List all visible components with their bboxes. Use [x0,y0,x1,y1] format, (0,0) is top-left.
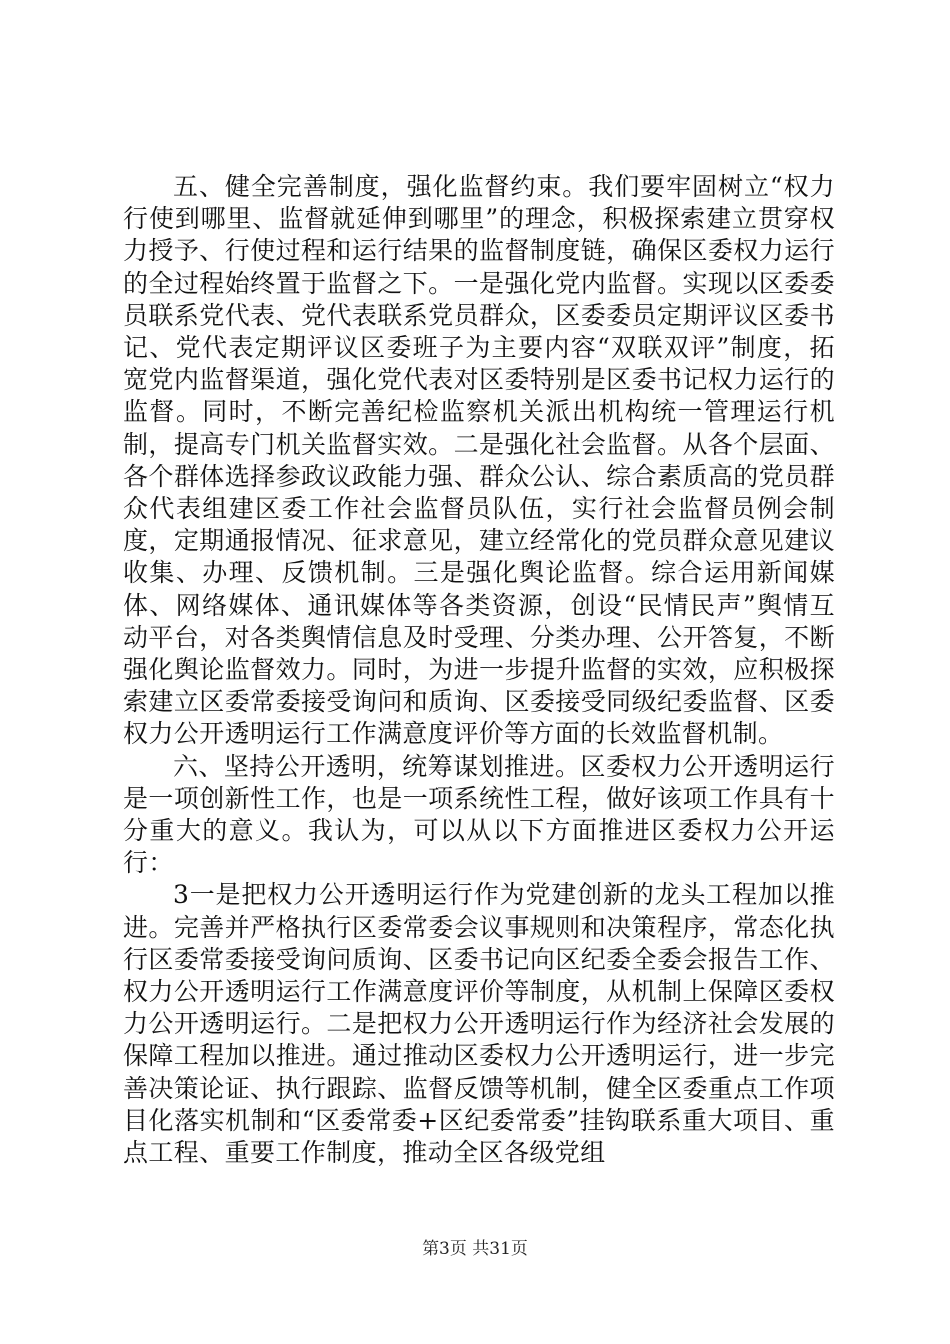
document-body [123,171,835,1169]
page-number-footer: 第3页 共31页 [422,1239,528,1259]
paragraph-section-six-items: 3一是把权力公开透明运行作为党建创新的龙头工程加以推进。完善并严格执行区委常委会议事规则和决策程序，常态化执行区委常委接受询问质询、区委书记向区纪委全委会报告工作、权力公开透明运行工作满意度评价等制度，从机制上保障区委权力公开透明运行。二是把权力公开透明运行作为经济社会发展的保障工程加以推进。通过推动区委权力公开透明运行，进一步完善决策论证、执行跟踪、监督反馈等机制，健全区委重点工作项目化落实机制和“区委常委+区纪委常委”挂钩联系重大项目、重点工程、重要工作制度，推动全区各级党组 [123,880,835,1168]
paragraph-section-six: 六、坚持公开透明，统筹谋划推进。区委权力公开透明运行是一项创新性工作，也是一项系统性工程，做好该项工作具有十分重大的意义。我认为，可以从以下方面推进区委权力公开运行： [123,751,835,878]
paragraph-section-five: 五、健全完善制度，强化监督约束。我们要牢固树立“权力行使到哪里、监督就延伸到哪里”的理念，积极探索建立贯穿权力授予、行使过程和运行结果的监督制度链，确保区委权力运行的全过程始终置于监督之下。一是强化党内监督。实现以区委委员联系党代表、党代表联系党员群众，区委委员定期评议区委书记、党代表定期评议区委班子为主要内容“双联双评”制度，拓宽党内监督渠道，强化党代表对区委特别是区委书记权力运行的监督。同时，不断完善纪检监察机关派出机构统一管理运行机制，提高专门机关监督实效。二是强化社会监督。从各个层面、各个群体选择参政议政能力强、群众公认、综合素质高的党员群众代表组建区委工作社会监督员队伍，实行社会监督员例会制度，定期通报情况、征求意见，建立经常化的党员群众意见建议收集、办理、反馈机制。三是强化舆论监督。综合运用新闻媒体、网络媒体、通讯媒体等各类资源，创设“民情民声”舆情互动平台，对各类舆情信息及时受理、分类办理、公开答复，不断强化舆论监督效力。同时，为进一步提升监督的实效，应积极探索建立区委常委接受询问和质询、区委接受同级纪委监督、区委权力公开透明运行工作满意度评价等方面的长效监督机制。 [123,172,835,749]
